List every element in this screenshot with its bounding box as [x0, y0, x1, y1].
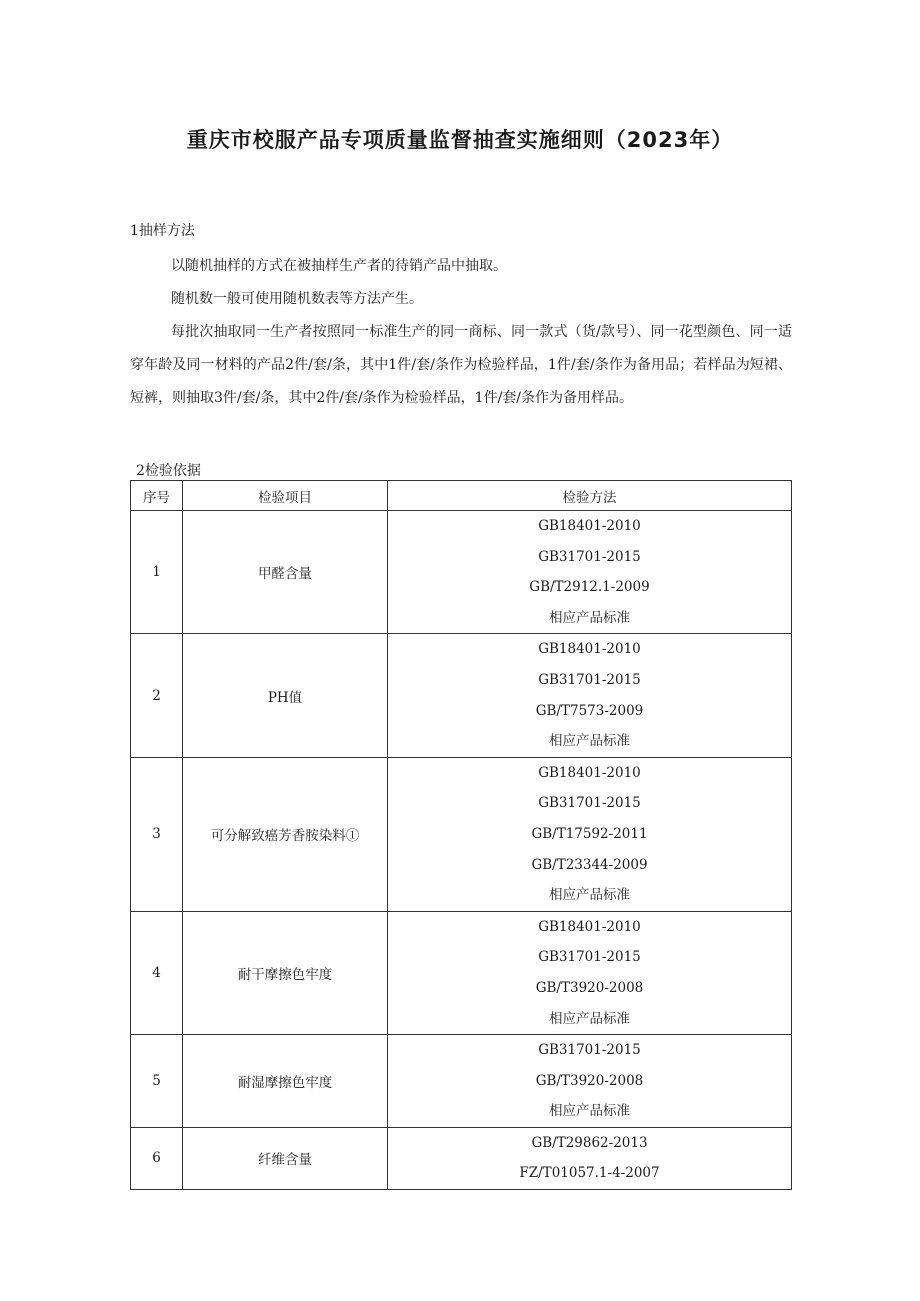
row-serial: 5 — [131, 1035, 183, 1128]
method-standard: GB31701-2015 — [538, 671, 641, 688]
method-standard: GB31701-2015 — [538, 548, 641, 565]
table-row — [131, 911, 792, 1034]
row-serial: 2 — [131, 634, 183, 757]
method-standard: 相应产品标准 — [549, 733, 630, 750]
row-item: 可分解致癌芳香胺染料① — [183, 757, 388, 911]
inspection-table — [130, 480, 792, 1190]
row-methods — [388, 757, 792, 911]
method-standard: GB18401-2010 — [538, 641, 641, 658]
row-item: 甲醛含量 — [183, 511, 388, 634]
method-standard: GB31701-2015 — [538, 949, 641, 966]
section-heading-inspection-basis: 2检验依据 — [136, 463, 201, 479]
row-methods — [388, 1035, 792, 1128]
method-standard: GB/T3920-2008 — [535, 979, 644, 996]
paragraph-sampling-2: 随机数一般可使用随机数表等方法产生。 — [171, 291, 423, 307]
table-row — [131, 634, 792, 757]
method-standard: 相应产品标准 — [549, 1103, 630, 1120]
table-row — [131, 1035, 792, 1128]
method-standard: 相应产品标准 — [549, 609, 630, 626]
row-serial: 4 — [131, 911, 183, 1034]
header-serial: 序号 — [131, 481, 183, 511]
row-methods — [388, 1127, 792, 1189]
row-serial: 3 — [131, 757, 183, 911]
method-standard: GB18401-2010 — [538, 764, 641, 781]
table-row — [131, 511, 792, 634]
row-methods — [388, 911, 792, 1034]
method-standard: GB31701-2015 — [538, 1042, 641, 1059]
method-standard: GB/T3920-2008 — [535, 1072, 644, 1089]
header-item: 检验项目 — [183, 481, 388, 511]
table-row — [131, 757, 792, 911]
row-item: 耐干摩擦色牢度 — [183, 911, 388, 1034]
method-standard: GB31701-2015 — [538, 795, 641, 812]
row-serial: 1 — [131, 511, 183, 634]
table-row — [131, 1127, 792, 1189]
method-standard: GB/T17592-2011 — [531, 825, 648, 842]
header-method: 检验方法 — [388, 481, 792, 511]
method-standard: GB/T29862-2013 — [531, 1134, 648, 1151]
paragraph-sampling-3: 每批次抽取同一生产者按照同一标准生产的同一商标、同一款式（货/款号）、同一花型颜色、同一适穿年龄及同一材料的产品2件/套/条，其中1件/套/条作为检验样品，1件/套/条作为备用品；若样品为短裙、短裤，则抽取3件/套/条，其中2件/套/条作为检验样品，1件/套/条作为备用样品。 — [130, 324, 792, 406]
section-heading-sampling: 1抽样方法 — [130, 223, 195, 239]
row-item: 耐湿摩擦色牢度 — [183, 1035, 388, 1128]
method-standard: FZ/T01057.1-4-2007 — [519, 1165, 660, 1182]
document-title: 重庆市校服产品专项质量监督抽查实施细则（2023年） — [186, 128, 734, 152]
method-standard: GB/T23344-2009 — [531, 856, 648, 873]
row-item: 纤维含量 — [183, 1127, 388, 1189]
method-standard: 相应产品标准 — [549, 887, 630, 904]
method-standard: GB/T2912.1-2009 — [529, 579, 650, 596]
table-body — [131, 511, 792, 1190]
row-item: PH值 — [183, 634, 388, 757]
row-methods — [388, 634, 792, 757]
row-methods — [388, 511, 792, 634]
method-standard: 相应产品标准 — [549, 1010, 630, 1027]
method-standard: GB18401-2010 — [538, 518, 641, 534]
table-header-row — [131, 481, 792, 511]
paragraph-sampling-1: 以随机抽样的方式在被抽样生产者的待销产品中抽取。 — [171, 258, 507, 274]
row-serial: 6 — [131, 1127, 183, 1189]
method-standard: GB/T7573-2009 — [535, 702, 644, 719]
method-standard: GB18401-2010 — [538, 918, 641, 935]
